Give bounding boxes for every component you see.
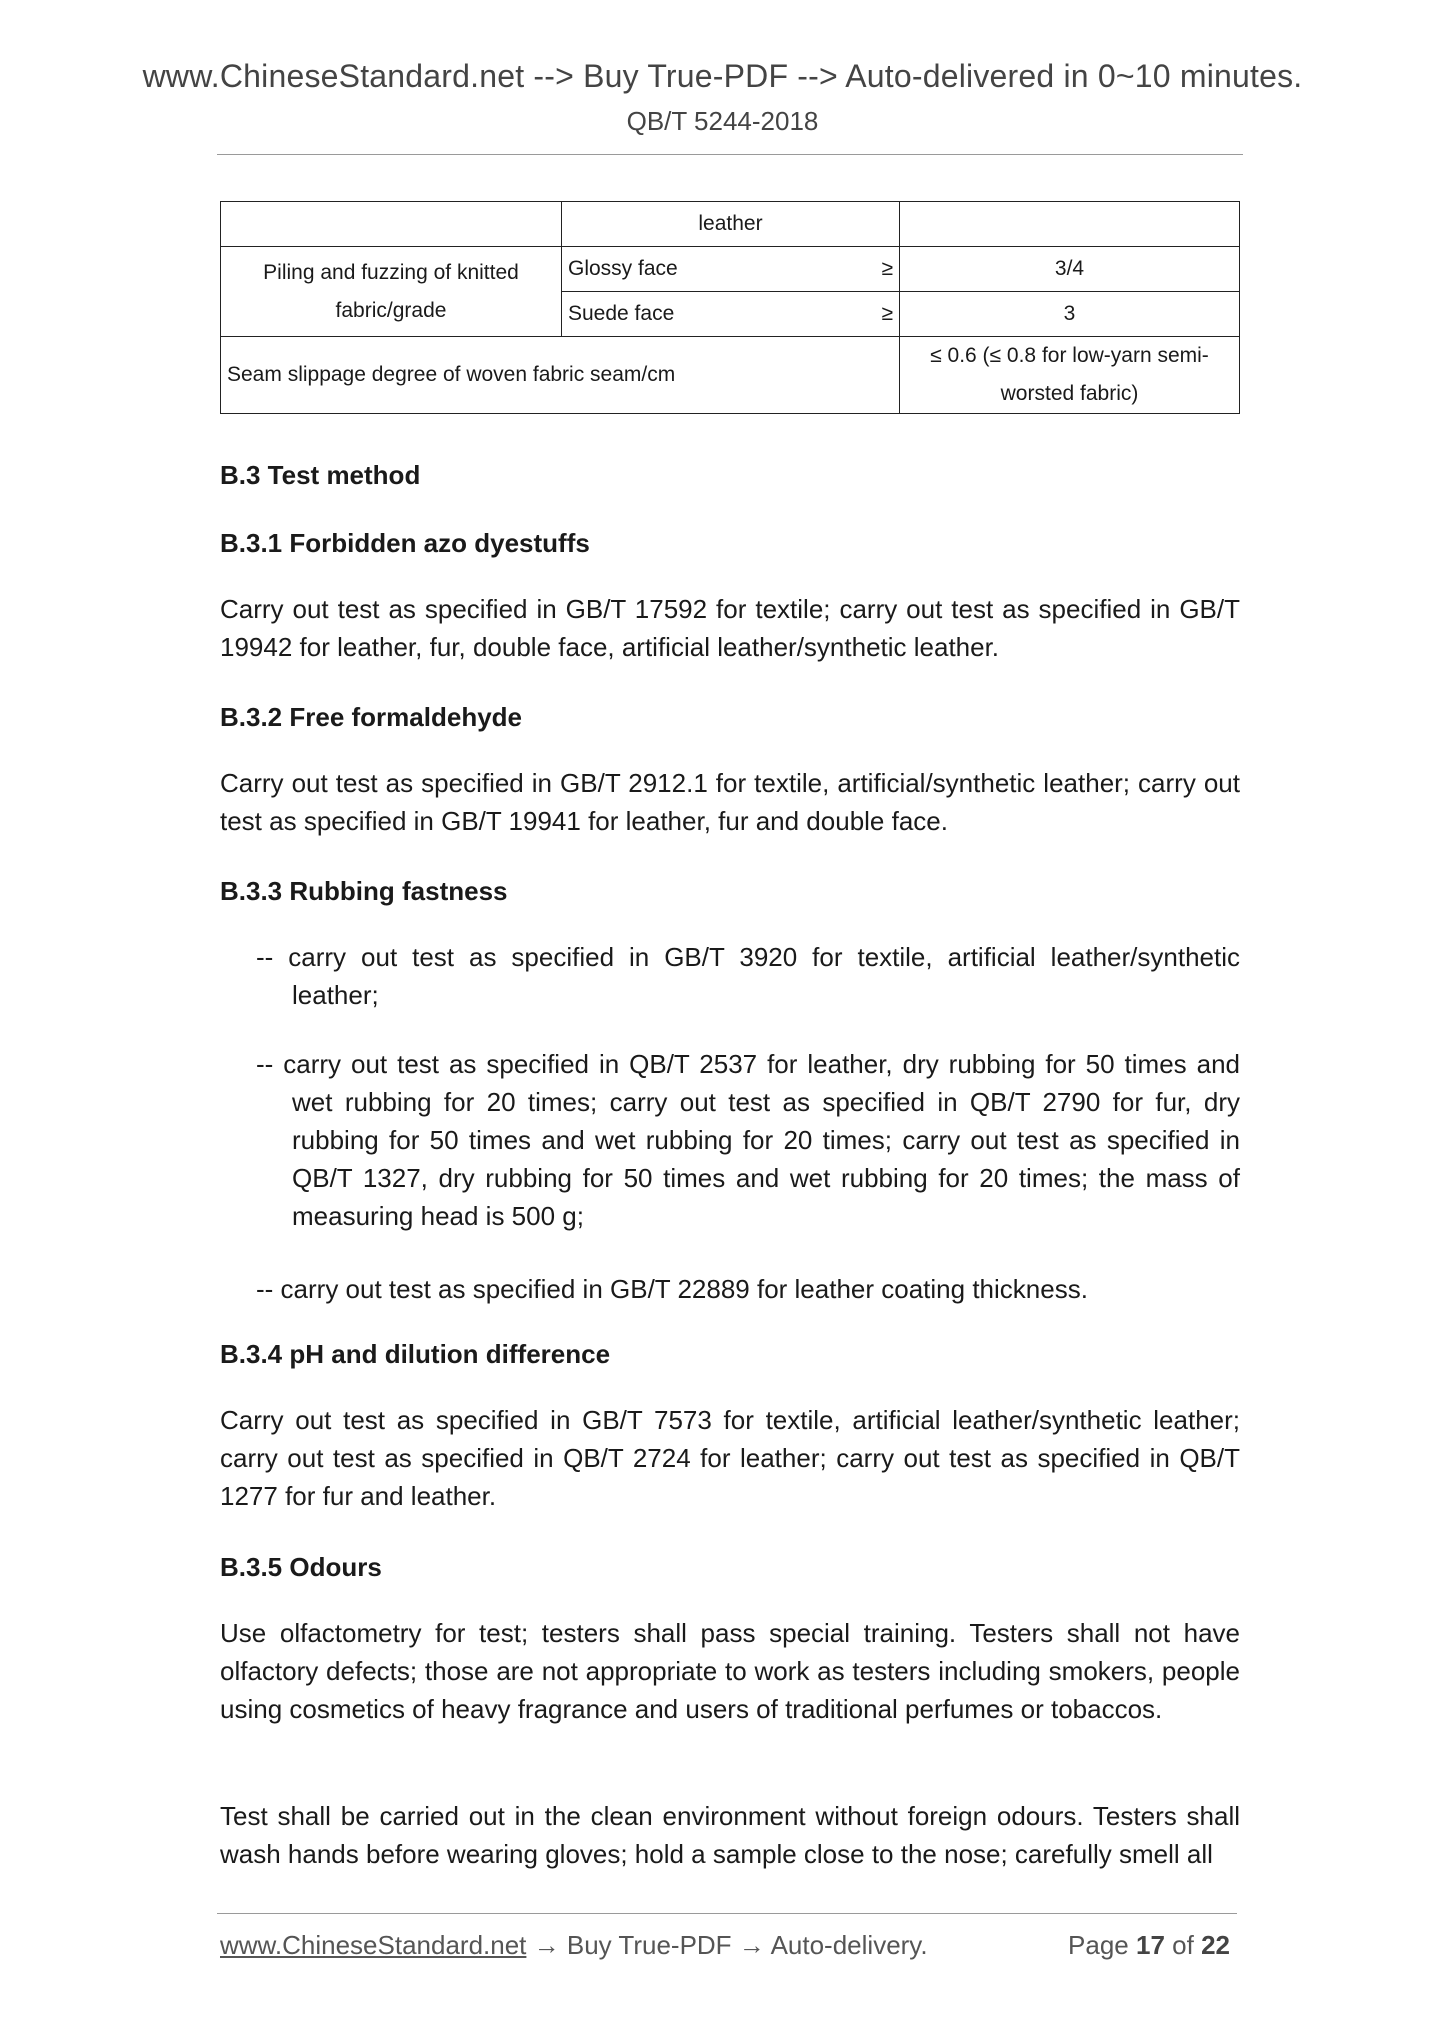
- suede-face-value: 3: [900, 292, 1240, 337]
- glossy-face-label: Glossy face: [568, 257, 678, 280]
- heading: B.3.1 Forbidden azo dyestuffs: [220, 528, 590, 558]
- of-word: of: [1172, 1930, 1194, 1960]
- heading: B.3.2 Free formaldehyde: [220, 702, 522, 732]
- heading: B.3.4 pH and dilution difference: [220, 1339, 611, 1369]
- glossy-face-operator: ≥: [881, 257, 893, 280]
- section-b35-body1: [220, 1614, 1240, 1728]
- page-indicator: [1068, 1930, 1230, 1961]
- paragraph: Use olfactometry for test; testers shall pass special training. Testers shall not have olfactory defects; those are not appropriate to work as testers including smokers, people using cosmetics of heavy fragrance and users of traditional perfumes or tobaccos.: [220, 1618, 1240, 1724]
- section-b33-item2: [256, 1045, 1240, 1235]
- heading: B.3 Test method: [220, 460, 421, 490]
- table-cell: [900, 202, 1240, 247]
- piling-label-line1: Piling and fuzzing of knitted: [263, 260, 519, 284]
- section-b34-heading: [220, 1339, 1240, 1370]
- section-b31-body: [220, 590, 1240, 666]
- footer-link[interactable]: www.ChineseStandard.net: [220, 1930, 527, 1960]
- paragraph: Carry out test as specified in GB/T 2912.1 for textile, artificial/synthetic leather; carry out test as specified in GB/T 19941 for leather, fur and double face.: [220, 768, 1240, 836]
- list-item: -- carry out test as specified in GB/T 22889 for leather coating thickness.: [256, 1274, 1088, 1304]
- table-cell: [562, 247, 900, 292]
- piling-label-cell: [221, 247, 562, 337]
- section-b33-item3: [256, 1270, 1240, 1308]
- section-b32-body: [220, 764, 1240, 840]
- table-cell: [221, 202, 562, 247]
- section-b34-body: [220, 1401, 1240, 1515]
- table-row: [221, 247, 1240, 292]
- heading: B.3.5 Odours: [220, 1552, 382, 1582]
- table-row: [221, 337, 1240, 414]
- paragraph: Test shall be carried out in the clean environment without foreign odours. Testers shall wash hands before wearing gloves; hold a sample close to the nose; carefully smell all: [220, 1801, 1240, 1869]
- paragraph: Carry out test as specified in GB/T 7573 for textile, artificial leather/synthetic leather; carry out test as specified in QB/T 2724 for leather; carry out test as specified in QB/T 1277 for fur and leather.: [220, 1405, 1240, 1511]
- page-current: 17: [1136, 1930, 1165, 1960]
- piling-label-line2: fabric/grade: [335, 298, 447, 322]
- paragraph: Carry out test as specified in GB/T 17592 for textile; carry out test as specified in GB/T 19942 for leather, fur, double face, artificial leather/synthetic leather.: [220, 594, 1240, 662]
- requirements-table: [220, 201, 1240, 414]
- document-code: QB/T 5244-2018: [626, 106, 819, 136]
- glossy-face-value: 3/4: [900, 247, 1240, 292]
- page-total: 22: [1201, 1930, 1230, 1960]
- table-cell: [562, 292, 900, 337]
- seam-slippage-value-cell: [900, 337, 1240, 414]
- page-word: Page: [1068, 1930, 1129, 1960]
- table-cell: leather: [562, 202, 900, 247]
- section-b3-heading: [220, 460, 1240, 491]
- header-divider: [217, 154, 1243, 155]
- suede-face-label: Suede face: [568, 302, 675, 325]
- footer: [220, 1930, 1230, 1961]
- section-b33-item1: [256, 938, 1240, 1014]
- footer-text: → Buy True-PDF → Auto-delivery.: [526, 1930, 928, 1960]
- seam-value-line1: ≤ 0.6 (≤ 0.8 for low-yarn semi-: [930, 344, 1209, 367]
- section-b35-heading: [220, 1552, 1240, 1583]
- section-b33-heading: [220, 876, 1240, 907]
- seam-slippage-label: Seam slippage degree of woven fabric seam/cm: [221, 337, 900, 414]
- header-banner: www.ChineseStandard.net --> Buy True-PDF --> Auto-delivered in 0~10 minutes.: [142, 58, 1303, 94]
- footer-divider: [217, 1913, 1237, 1914]
- suede-face-operator: ≥: [881, 302, 893, 325]
- table-row: [221, 202, 1240, 247]
- section-b31-heading: [220, 528, 1240, 559]
- heading: B.3.3 Rubbing fastness: [220, 876, 508, 906]
- list-item: -- carry out test as specified in GB/T 3920 for textile, artificial leather/synthetic leather;: [256, 942, 1240, 1010]
- section-b32-heading: [220, 702, 1240, 733]
- list-item: -- carry out test as specified in QB/T 2537 for leather, dry rubbing for 50 times and wet rubbing for 20 times; carry out test as specified in QB/T 2790 for fur, dry rubbing for 50 times and wet rubbing for 20 times; carry out test as specified in QB/T 1327, dry rubbing for 50 times and wet rubbing for 20 times; the mass of measuring head is 500 g;: [256, 1049, 1240, 1231]
- section-b35-body2: [220, 1797, 1240, 1873]
- seam-value-line2: worsted fabric): [1000, 382, 1139, 405]
